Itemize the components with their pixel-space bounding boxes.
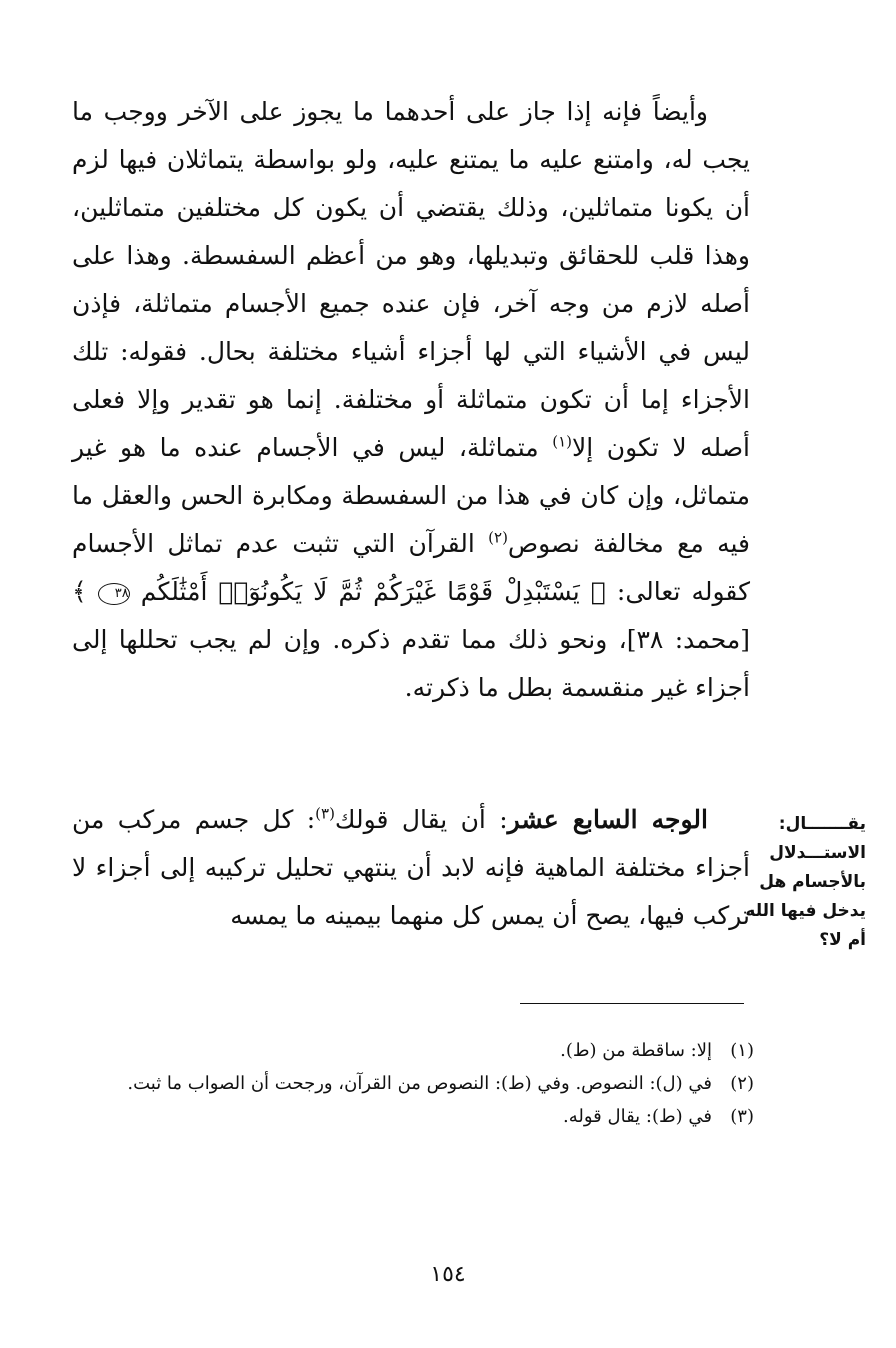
footnote-number: (١): [730, 1040, 754, 1061]
footnote-number: (٣): [730, 1106, 754, 1127]
footnote-number: (٢): [730, 1073, 754, 1094]
footnote-text: في (ط): يقال قوله.: [563, 1106, 712, 1127]
ayah-number-marker: ٣٨: [98, 583, 130, 605]
margin-note-line: بالأجسام هل: [759, 872, 866, 892]
footnote-item: [72, 1102, 754, 1132]
footnote-text: إلا: ساقطة من (ط).: [560, 1040, 712, 1061]
paragraph-1-text-d: ﴾ [محمد: ٣٨]، ونحو ذلك مما تقدم ذكره. وإن لم يجب تحللها إلى أجزاء غير منقسمة بطل ما ذكرته.: [72, 577, 750, 702]
footnotes: [72, 1036, 754, 1135]
margin-note-line: يقـــــــال:: [778, 814, 866, 834]
margin-note-line: يدخل فيها الله: [745, 901, 866, 921]
paragraph-2-text-b: : كل جسم مركب من أجزاء مختلفة الماهية فإنه لابد أن ينتهي تحليل تركيبه إلى أجزاء لا تركب فيها، يصح أن يمس كل منهما بيمينه ما يمسه: [72, 805, 750, 930]
page-number: ١٥٤: [430, 1262, 466, 1287]
footnote-ref-2: (٢): [488, 528, 508, 547]
footnote-item: [72, 1036, 754, 1066]
footnote-ref-1: (١): [552, 432, 572, 451]
paragraph-1-text-c: القرآن التي تثبت عدم تماثل الأجسام كقوله تعالى: ﴿ يَسْتَبْدِلْ قَوْمًا غَيْرَكُمْ ثُمَّ لَا يَكُونُوٓا۟ أَمْثَٰلَكُم: [72, 529, 750, 606]
footnote-text: في (ل): النصوص. وفي (ط): النصوص من القرآن، ورجحت أن الصواب ما ثبت.: [127, 1073, 712, 1094]
paragraph-2-text-a: : أن يقال قولك: [334, 805, 508, 834]
footnote-item: [72, 1069, 754, 1099]
footnote-ref-3: (٣): [315, 804, 335, 823]
margin-note-line: أم لا؟: [819, 930, 866, 950]
main-paragraph-1: [72, 88, 750, 712]
paragraph-1-text-a: وأيضاً فإنه إذا جاز على أحدهما ما يجوز على الآخر ووجب ما يجب له، وامتنع عليه ما يمتنع عليه، ولو بواسطة يتماثلان فيها لزم أن يكونا متماثلين، وذلك يقتضي أن يكون كل مختلفين متماثلين، وهذا قلب للحقائق وتبديلها، وهو من أعظم السفسطة. وهذا على أصله لازم من وجه آخر، فإن عنده جميع الأجسام متماثلة، فإذن ليس في الأشياء التي لها أجزاء أشياء مختلفة بحال. فقوله: تلك الأجزاء إما أن تكون متماثلة أو مختلفة. إنما هو تقدير وإلا فعلى أصله لا تكون إلا: [72, 97, 750, 462]
section-heading: الوجه السابع عشر: [507, 805, 708, 834]
margin-note: [745, 810, 866, 955]
main-paragraph-2: [72, 796, 750, 940]
margin-note-line: الاستـــدلال: [769, 843, 866, 863]
footnote-separator: [520, 1003, 744, 1004]
paragraph-1-text-b: متماثلة، ليس في الأجسام عنده ما هو غير متماثل، وإن كان في هذا من السفسطة ومكابرة الحس والعقل ما فيه مع مخالفة نصوص: [72, 433, 750, 558]
